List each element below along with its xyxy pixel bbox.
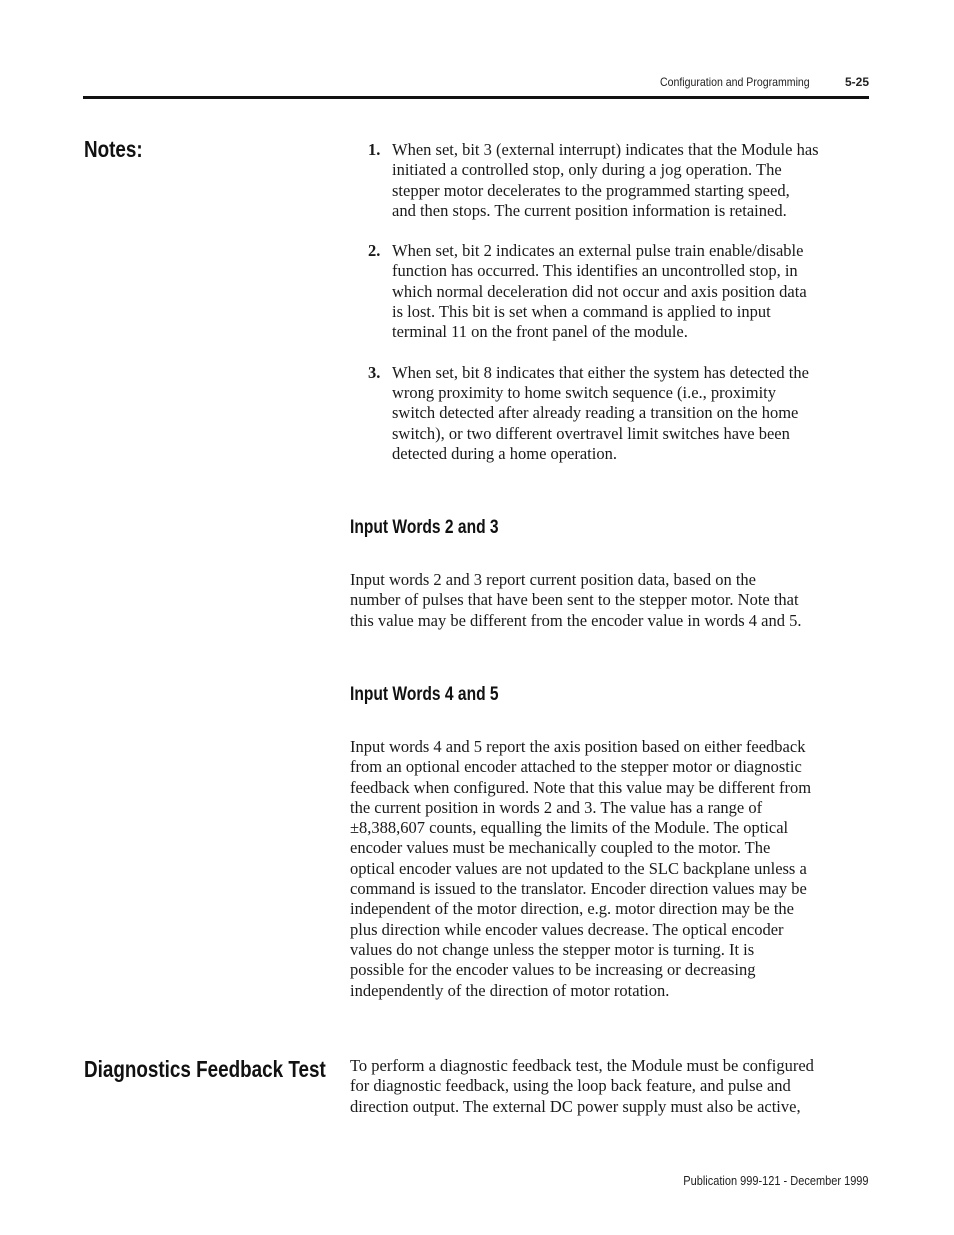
paragraph-line: command is issued to the translator. Encoder direction values may be	[350, 879, 807, 899]
paragraph-line: from an optional encoder attached to the stepper motor or diagnostic	[350, 757, 802, 777]
paragraph-line: number of pulses that have been sent to the stepper motor. Note that	[350, 590, 799, 610]
input-words-4-5-paragraph	[350, 737, 811, 1001]
paragraph-line: To perform a diagnostic feedback test, the Module must be configured	[350, 1056, 814, 1075]
note-line: initiated a controlled stop, only during a jog operation. The	[392, 160, 782, 180]
publication-footer: Publication 999-121 - December 1999	[683, 1174, 869, 1188]
paragraph-line: the current position in words 2 and 3. The value has a range of	[350, 797, 763, 817]
input-words-4-5-heading: Input Words 4 and 5	[350, 684, 499, 705]
note-number: 2.	[368, 241, 381, 261]
paragraph-line: direction output. The external DC power supply must also be active,	[350, 1096, 801, 1116]
note-text	[392, 140, 868, 221]
note-item-1	[368, 140, 868, 221]
note-line: detected during a home operation.	[392, 443, 617, 463]
paragraph-line: ±8,388,607 counts, equalling the limits of the Module. The optical	[350, 818, 789, 838]
input-words-2-3-heading: Input Words 2 and 3	[350, 517, 499, 538]
paragraph-line: Input words 2 and 3 report current position data, based on the	[350, 570, 756, 589]
diagnostics-heading: Diagnostics Feedback Test	[84, 1056, 326, 1082]
running-header-title: Configuration and Programming	[660, 75, 810, 89]
note-line: When set, bit 8 indicates that either the system has detected the	[392, 362, 809, 382]
note-item-2	[368, 241, 868, 342]
paragraph-line: feedback when configured. Note that this value may be different from	[350, 777, 812, 797]
paragraph-line: this value may be different from the encoder value in words 4 and 5.	[350, 610, 802, 630]
notes-heading: Notes:	[84, 136, 143, 162]
paragraph-line: plus direction while encoder values decrease. The optical encoder	[350, 919, 784, 939]
note-line: function has occurred. This identifies an uncontrolled stop, in	[392, 261, 798, 281]
paragraph-line: for diagnostic feedback, using the loop back feature, and pulse and	[350, 1076, 791, 1096]
note-line: terminal 11 on the front panel of the module.	[392, 322, 688, 342]
paragraph-line: values do not change unless the stepper motor is turning. It is	[350, 939, 755, 959]
notes-list	[368, 140, 868, 464]
note-line: When set, bit 3 (external interrupt) indicates that the Module has	[392, 140, 819, 159]
paragraph-line: optical encoder values are not updated to the SLC backplane unless a	[350, 858, 807, 878]
paragraph-line: independent of the motor direction, e.g. motor direction may be the	[350, 899, 794, 919]
note-line: and then stops. The current position information is retained.	[392, 200, 787, 220]
note-text	[392, 241, 868, 342]
input-words-2-3-paragraph	[350, 570, 801, 631]
paragraph-line: Input words 4 and 5 report the axis position based on either feedback	[350, 737, 806, 756]
note-line: When set, bit 2 indicates an external pulse train enable/disable	[392, 241, 804, 261]
note-line: switch detected after already reading a transition on the home	[392, 403, 799, 423]
note-item-3	[368, 363, 868, 464]
note-line: which normal deceleration did not occur and axis position data	[392, 281, 807, 301]
note-line: switch), or two different overtravel limit switches have been	[392, 423, 790, 443]
page-number: 5-25	[845, 75, 870, 89]
header-rule	[83, 96, 869, 99]
note-line: is lost. This bit is set when a command is applied to input	[392, 302, 771, 322]
note-line: stepper motor decelerates to the programmed starting speed,	[392, 180, 790, 200]
note-text	[392, 363, 868, 464]
paragraph-line: possible for the encoder values to be increasing or decreasing	[350, 960, 756, 980]
paragraph-line: encoder values must be mechanically coupled to the motor. The	[350, 838, 771, 858]
note-number: 1.	[368, 140, 381, 159]
diagnostics-paragraph	[350, 1056, 814, 1117]
note-number: 3.	[368, 362, 381, 382]
paragraph-line: independently of the direction of motor rotation.	[350, 980, 670, 1000]
note-line: wrong proximity to home switch sequence (i.e., proximity	[392, 382, 777, 402]
